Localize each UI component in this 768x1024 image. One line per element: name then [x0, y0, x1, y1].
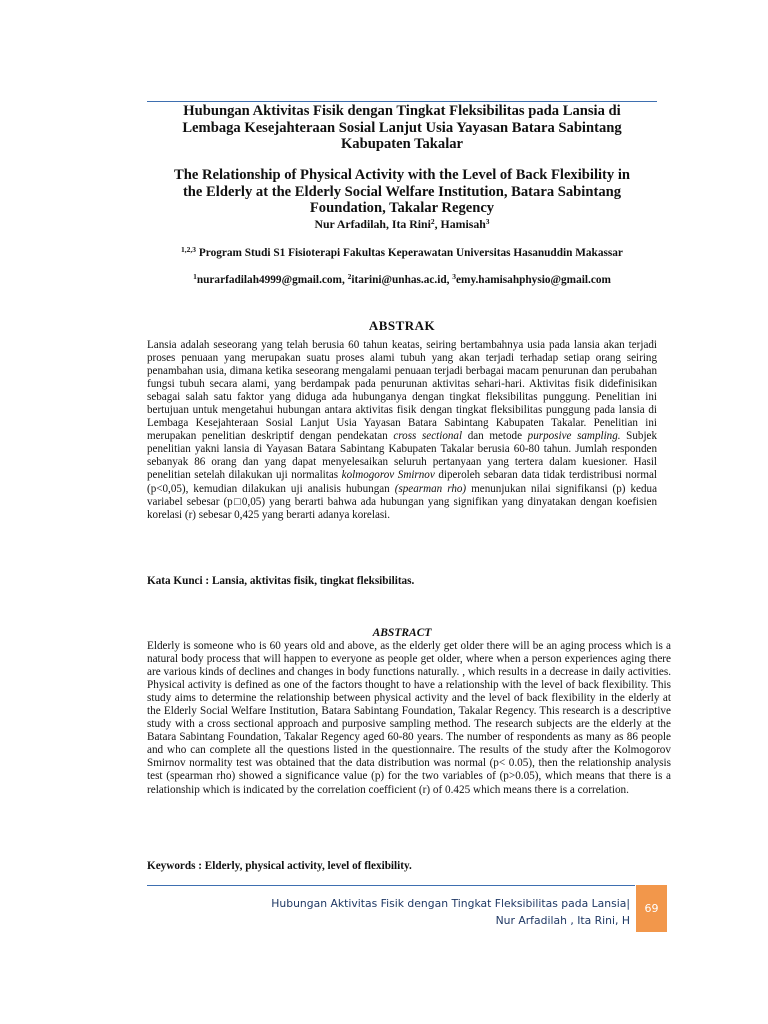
footer-authors: Nur Arfadilah , Ita Rini, H: [495, 914, 630, 927]
title-id-line-2: Lembaga Kesejahteraan Sosial Lanjut Usia Yayasan Batara Sabintang: [182, 119, 622, 136]
page-number-badge: [636, 885, 667, 932]
abstract-heading: ABSTRACT: [372, 627, 432, 639]
abstrak-italic-2: purposive sampling.: [527, 430, 621, 443]
author-emails: [147, 273, 657, 287]
title-en-line-2: the Elderly at the Elderly Social Welfare Institution, Batara Sabintang: [182, 183, 622, 200]
abstrak-italic-1: cross sectional: [393, 430, 463, 443]
abstrak-italic-4: (spearman rho): [394, 482, 467, 495]
author-text-2: , Hamisah: [434, 217, 486, 231]
abstrak-text-4: diperoleh sebaran data tidak terdistribusi normal (p<0,05), kemudian dilakukan uji analisis hubungan: [147, 469, 657, 495]
author-list: [147, 217, 657, 231]
email-sup-2: 2: [347, 272, 352, 281]
header-rule: [147, 101, 657, 102]
kata-kunci: Kata Kunci : Lansia, aktivitas fisik, tingkat fleksibilitas.: [147, 575, 415, 587]
running-footer: [271, 895, 630, 929]
title-id-line-1: Hubungan Aktivitas Fisik dengan Tingkat Fleksibilitas pada Lansia di: [183, 103, 621, 119]
author-sup-2: 2: [430, 217, 435, 226]
indonesian-title: [147, 103, 657, 153]
footer-title: Hubungan Aktivitas Fisik dengan Tingkat Fleksibilitas pada Lansia|: [271, 897, 630, 910]
title-en-line-3: Foundation, Takalar Regency: [309, 200, 495, 216]
abstrak-paragraph: [147, 339, 657, 522]
email-1: nurarfadilah4999@gmail.com,: [196, 274, 348, 286]
author-sup-3: 3: [485, 217, 490, 226]
affiliation: [147, 246, 657, 260]
author-text-1: Nur Arfadilah, Ita Rini: [314, 217, 431, 231]
keywords: Keywords : Elderly, physical activity, level of flexibility.: [147, 860, 412, 872]
email-3: emy.hamisahphysio@gmail.com: [456, 274, 611, 286]
english-title: [147, 167, 657, 217]
abstrak-text-2: dan metode: [462, 430, 528, 443]
abstrak-italic-3: kolmogorov Smirnov: [341, 469, 435, 482]
abstrak-text-3: Subjek penelitian yakni lansia di Yayasan Batara Sabintang Kabupaten Takalar berusia 60-80 tahun. Jumlah responden sebanyak 86 orang dan yang dapat menyelesaikan seluruh pertanyaan yang tertera dalam kuesioner. Hasil penelitian setelah dilakukan uji normalitas: [147, 430, 657, 482]
email-2: itarini@unhas.ac.id,: [351, 274, 453, 286]
footer-rule: [147, 885, 635, 886]
title-en-line-1: The Relationship of Physical Activity with the Level of Back Flexibility in: [173, 167, 631, 183]
title-id-line-3: Kabupaten Takalar: [340, 136, 464, 152]
page-number: 69: [644, 902, 659, 915]
abstrak-heading: ABSTRAK: [368, 318, 436, 333]
affiliation-sup: 1,2,3: [181, 245, 197, 254]
abstract-paragraph: Elderly is someone who is 60 years old and above, as the elderly get older there will be an aging process which is a natural body process that will happen to everyone as people get older, where when a person experiences aging there are various kinds of declines and changes in body functions naturally. , which results in a decrease in daily activities. Physical activity is defined as one of the factors thought to have a relationship with the level of back flexibility. This study aims to determine the relationship between physical activity and the level of back flexibility in the elderly at the Elderly Social Welfare Institution, Batara Sabintang Foundation, Takalar Regency. This research is a descriptive study with a cross sectional approach and purposive sampling method. The research subjects are the elderly at the Batara Sabintang Foundation, Takalar Regency aged 60-80 years. The number of respondents as many as 86 people and who can complete all the questions listed in the questionnaire. The results of the study after the Kolmogorov Smirnov normality test was obtained that the data distribution was normal (p< 0.05), then the relationship analysis test (spearman rho) showed a significance value (p) for the two variables of (p>0.05), which means that there is a relationship which is indicated by the correlation coefficient (r) of 0.425 which means there is a correlation.: [147, 640, 671, 796]
affiliation-text: Program Studi S1 Fisioterapi Fakultas Keperawatan Universitas Hasanuddin Makassar: [196, 247, 623, 259]
email-sup-1: 1: [193, 272, 197, 281]
email-sup-3: 3: [452, 272, 457, 281]
abstrak-text-1: Lansia adalah seseorang yang telah berusia 60 tahun keatas, seiring bertambahnya usia pada lansia akan terjadi proses penuaan yang merupakan suatu proses alami tubuh yang akan terjadi terhadap setiap orang seiring penambahan usia, dimana ketika seseorang mengalami penuaan terjadi berbagai macam penurunan dan perubahan fungsi tubuh secara alami, yang berdampak pada penurunan aktivitas sehari-hari. Aktivitas fisik didefinisikan sebagai salah satu faktor yang diduga ada hubunganya dengan tingkat fleksibilitas punggung. Penelitian ini bertujuan untuk mengetahui hubungan antara aktivitas fisik dengan tingkat fleksibilitas punggung pada lansia di Lembaga Kesejahteraan Sosial Lanjut Usia Yayasan Batara Sabintang Kabupaten Takalar. Penelitian ini merupakan penelitian deskriptif dengan pendekatan: [147, 339, 657, 443]
abstrak-text-5: menunjukan nilai signifikansi (p) kedua variabel sebesar (p□0,05) yang berarti bahwa ada hubungan yang signifikan yang dinyatakan dengan koefisien korelasi (r) sebesar 0,425 yang berarti adanya korelasi.: [147, 482, 657, 521]
